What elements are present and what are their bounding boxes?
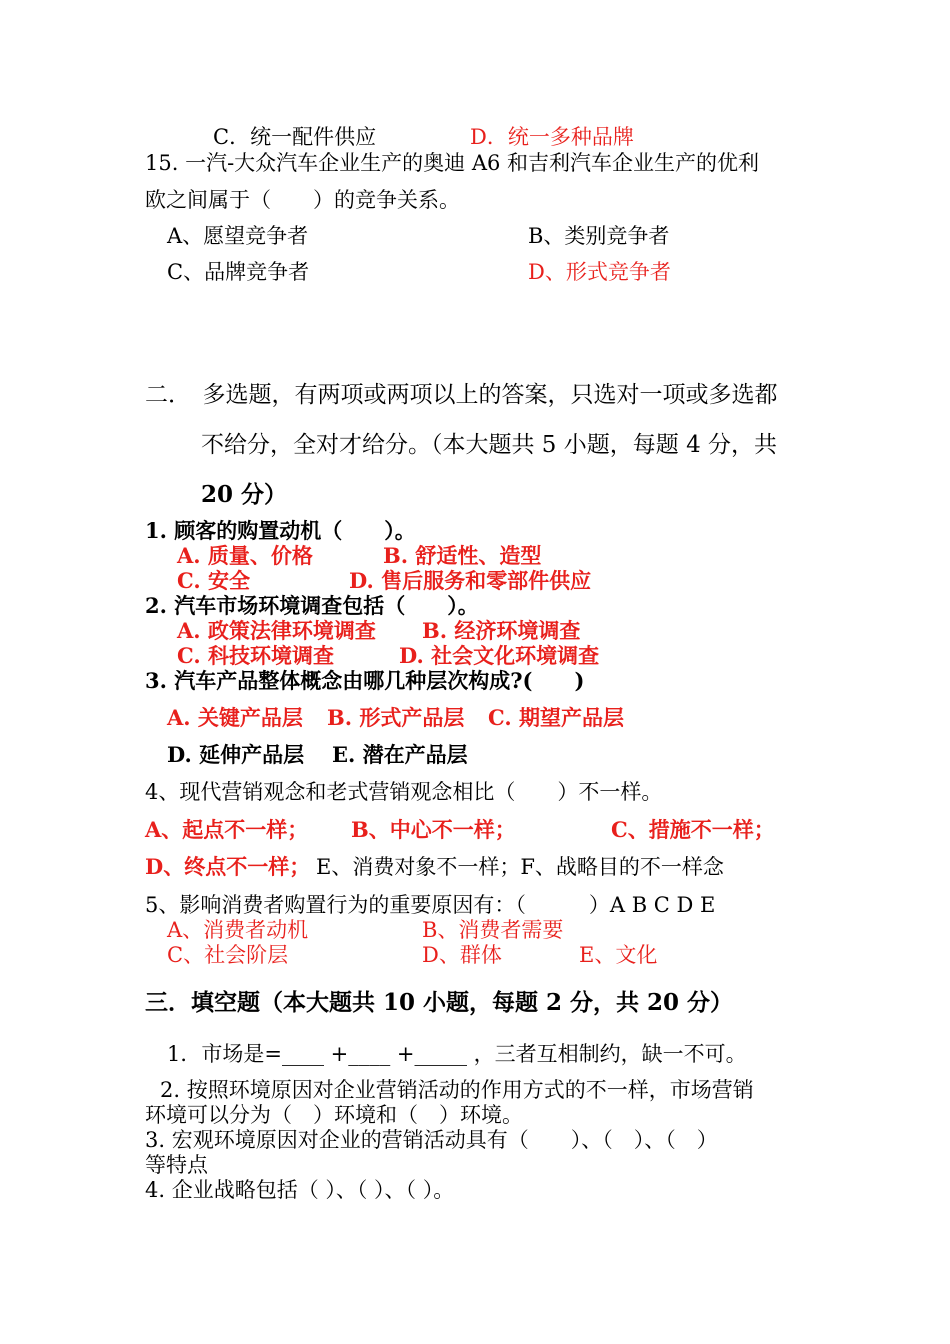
s2-q5-option-b: B、消费者需要 [422,918,564,942]
q15-option-b: B、类别竞争者 [528,224,670,248]
s2-q1-option-b: B. 舒适性、造型 [383,543,542,568]
q15-stem-line2: 欧之间属于（ ）的竞争关系。 [145,188,460,212]
q14-option-d-text: D．统一多种品牌 [470,125,634,149]
s2-q3-option-b: B. 形式产品层 [327,705,465,730]
s2-q2-option-d: D. 社会文化环境调查 [399,643,600,668]
s2-q4-option-a: A、起点不一样； [145,817,309,842]
s2-q3-option-e: E. 潜在产品层 [332,742,468,767]
s2-q3-option-a: A. 关键产品层 [167,705,303,730]
q15-stem-line1: 15. 一汽-大众汽车企业生产的奥迪 A6 和吉利汽车企业生产的优利 [145,151,760,175]
q14-options-row [213,124,376,150]
q14-option-c: C．统一配件供应 [213,125,377,149]
s3-q2-line1: 2. 按照环境原因对企业营销活动的作用方式的不一样，市场营销 [160,1078,754,1102]
s2-q4-option-ef: E、消费对象不一样；F、战略目的不一样念 [316,855,724,879]
s2-q1-option-d: D. 售后服务和零部件供应 [349,568,592,593]
s2-q5-option-d: D、群体 [422,943,502,967]
s2-q2-option-a: A. 政策法律环境调查 [177,618,376,643]
q14-option-d [470,124,634,150]
s2-q3-option-c: C. 期望产品层 [488,705,624,730]
section2-heading-line3: 20 分） [201,481,288,508]
s2-q1-option-c: C. 安全 [177,568,250,593]
q15-option-a: A、愿望竞争者 [167,224,309,248]
s2-q5-option-a: A、消费者动机 [167,918,309,942]
section2-heading-line1: 二． 多选题，有两项或两项以上的答案，只选对一项或多选都 [145,382,778,408]
section2-heading-line2: 不给分，全对才给分。（本大题共 5 小题，每题 4 分，共 [201,432,778,458]
section3-heading: 三．填空题（本大题共 10 小题，每题 2 分，共 20 分） [145,989,734,1016]
s2-q5-option-e: E、文化 [579,943,658,967]
s2-q1-stem: 1. 顾客的购置动机（ ）。 [145,518,416,543]
s2-q4-option-b: B、中心不一样； [351,817,516,842]
s2-q1-option-a: A. 质量、价格 [177,543,313,568]
s3-q3-line1: 3. 宏观环境原因对企业的营销活动具有（ ）、（ ）、（ ） [145,1128,718,1152]
s3-q2-line2: 环境可以分为（ ）环境和（ ）环境。 [145,1103,523,1127]
s2-q4-option-c: C、措施不一样； [611,817,775,842]
s2-q4-stem: 4、现代营销观念和老式营销观念相比（ ）不一样。 [145,780,663,804]
s2-q2-stem: 2. 汽车市场环境调查包括（ ）。 [145,593,479,618]
s2-q3-stem: 3. 汽车产品整体概念由哪几种层次构成?( ) [145,668,585,693]
s3-q4: 4. 企业战略包括（ ）、（ ）、（ ）。 [145,1178,455,1202]
q15-option-c: C、品牌竞争者 [167,260,310,284]
s2-q3-option-d: D. 延伸产品层 [167,742,305,767]
s3-q1: 1．市场是=____ +____ +_____ ，三者互相制约，缺一不可。 [167,1042,747,1066]
s2-q2-option-b: B. 经济环境调查 [422,618,581,643]
s2-q2-option-c: C. 科技环境调查 [177,643,334,668]
s2-q4-option-d: D、终点不一样； [145,854,311,879]
s2-q5-stem: 5、影响消费者购置行为的重要原因有：（ ）A B C D E [145,893,716,917]
q15-option-d: D、形式竞争者 [528,260,671,284]
s2-q5-option-c: C、社会阶层 [167,943,289,967]
s3-q3-line2: 等特点 [145,1153,208,1177]
